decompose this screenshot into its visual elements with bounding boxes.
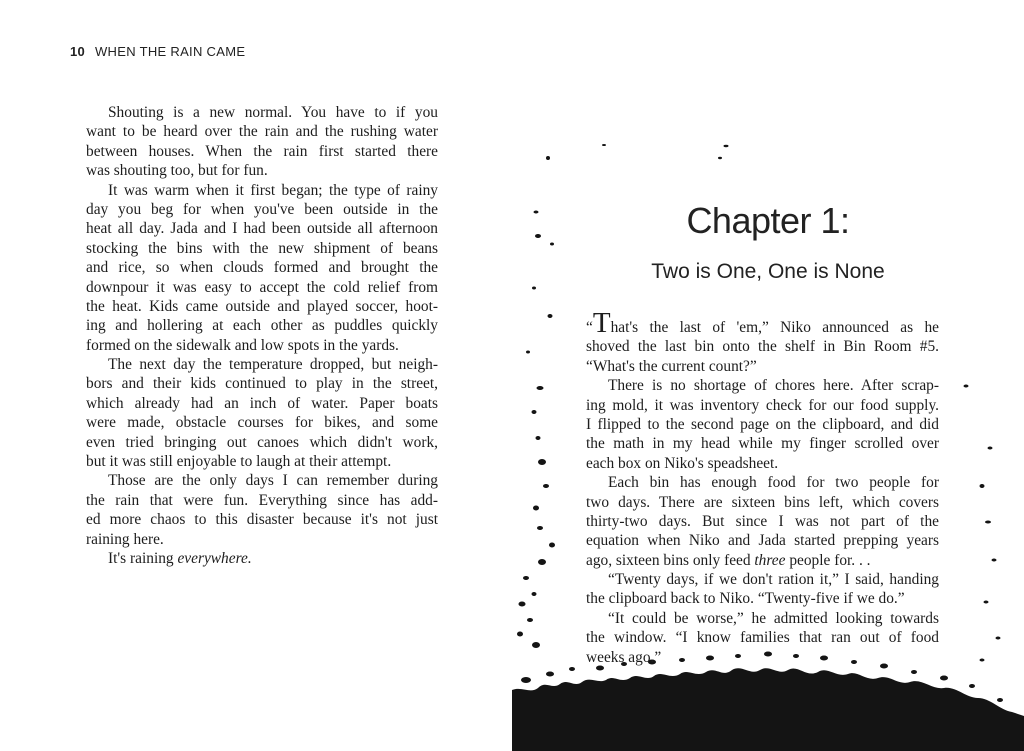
text-line: ing and hollering at each other as puddles quickly	[86, 317, 438, 335]
text-line: the rain that were fun. Everything since has add-	[86, 491, 438, 509]
text-line	[586, 307, 939, 339]
emphasis-text: everywhere.	[177, 549, 252, 567]
running-head	[70, 44, 245, 59]
text-line: the heat. Kids came outside and played soccer, hoot-	[86, 297, 438, 315]
text-line	[86, 549, 438, 568]
text-line: bors and their kids continued to play in the street,	[86, 375, 438, 393]
text-line: the clipboard back to Niko. “Twenty-five if we do.”	[586, 590, 905, 608]
text-line: shoved the last bin onto the shelf in Bin Room #5.	[586, 338, 939, 356]
text-line: ing mold, it was inventory check for our food supply.	[586, 396, 939, 414]
text-line: each box on Niko's speadsheet.	[586, 454, 779, 472]
text-fragment: ago, sixteen bins only feed	[586, 551, 755, 569]
page-number: 10	[70, 44, 86, 59]
text-line: even tried bringing out canoes which didn't work,	[86, 433, 438, 451]
emphasis-text: three	[754, 551, 786, 569]
text-line: Shouting is a new normal. You have to if you	[108, 104, 438, 121]
text-line: Each bin has enough food for two people for	[608, 474, 939, 492]
text-line: formed on the sidewalk and low spots in the yards.	[86, 336, 399, 354]
text-line: The next day the temperature dropped, but neigh-	[108, 356, 438, 374]
text-line: between houses. When the rain first started there	[86, 142, 438, 160]
text-fragment: people for. . .	[785, 551, 871, 569]
text-line	[586, 551, 939, 570]
text-line: There is no shortage of chores here. After scrap-	[608, 377, 939, 395]
text-line: “Twenty days, if we don't ration it,” I said, handing	[608, 571, 939, 589]
text-line: weeks ago.”	[586, 648, 662, 666]
text-line: I flipped to the second page on the clipboard, and did	[586, 415, 939, 433]
text-fragment: hat's the last of 'em,” Niko announced as he	[610, 319, 939, 336]
left-page-text	[86, 103, 438, 568]
text-line: ed more chaos to this disaster because it's not just	[86, 511, 438, 529]
text-line: stocking the bins with the new shipment of beans	[86, 239, 438, 257]
text-line: heat all day. Jada and I had been outside all afternoon	[86, 220, 438, 238]
book-title: WHEN THE RAIN CAME	[94, 44, 246, 59]
text-line: was shouting too, but for fun.	[86, 162, 268, 180]
text-line: downpour it was easy to accept the cold relief from	[86, 278, 438, 296]
text-line: the window. “I know families that ran out of food	[586, 629, 939, 647]
text-fragment: It's raining	[108, 549, 178, 567]
text-line: equation when Niko and Jada started prepping years	[586, 532, 939, 550]
text-line: It was warm when it first began; the type of rainy	[108, 181, 438, 199]
right-page	[512, 0, 1024, 751]
right-page-text	[586, 307, 939, 667]
text-line: day you beg for when you've been outside in the	[86, 200, 438, 218]
text-line: two days. There are sixteen bins left, which covers	[586, 493, 939, 511]
text-line: “What's the current count?”	[586, 357, 757, 375]
text-line: were made, obstacle courses for bikes, and some	[86, 414, 438, 432]
text-line: Those are the only days I can remember during	[108, 472, 438, 490]
text-line: and rice, so when clouds formed and brought the	[86, 259, 438, 277]
chapter-title: Chapter 1:	[686, 200, 850, 241]
text-line: “It could be worse,” he admitted looking towards	[608, 609, 939, 627]
opening-quote: “	[586, 319, 593, 336]
chapter-subtitle: Two is One, One is None	[651, 260, 885, 283]
text-line: thirty-two days. But since I was not part of the	[586, 512, 939, 530]
text-line: want to be heard over the rain and the rushing water	[86, 123, 438, 141]
text-line: but it was still enjoyable to laugh at their attempt.	[86, 453, 392, 471]
text-line: the math in my head while my finger scrolled over	[586, 435, 939, 453]
text-line: raining here.	[86, 530, 164, 548]
drop-cap: T	[592, 307, 611, 339]
text-line: which already had an inch of water. Paper boats	[86, 394, 438, 412]
